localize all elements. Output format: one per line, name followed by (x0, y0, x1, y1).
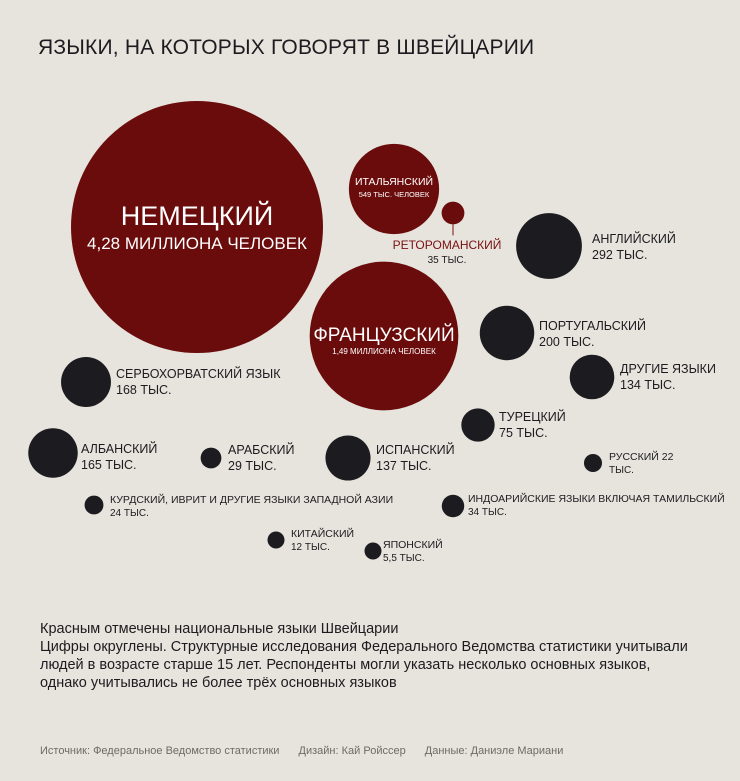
bubble-турецкий (461, 408, 494, 441)
bubble-label: АРАБСКИЙ (228, 443, 295, 457)
note-line: людей в возрасте старше 15 лет. Респонденты могли указать несколько основных языков, (40, 657, 651, 673)
bubble-испанский (325, 435, 370, 480)
bubble-value-label: 34 ТЫС. (468, 507, 507, 518)
bubble-label: ТУРЕЦКИЙ (499, 410, 566, 424)
bubble-албанский (28, 428, 77, 477)
bubble-другие-языки (570, 355, 615, 400)
bubble-value-label: 75 ТЫС. (499, 426, 548, 440)
bubble-label: НЕМЕЦКИЙ (120, 201, 274, 231)
bubble-русский-22 (584, 454, 602, 472)
design-credit: Дизайн: Кай Ройссер (298, 745, 406, 757)
bubble-label: ИТАЛЬЯНСКИЙ (354, 176, 434, 188)
bubble-value-label: 165 ТЫС. (81, 458, 137, 472)
bubble-японский (365, 543, 382, 560)
bubble-value-label: 137 ТЫС. (376, 459, 432, 473)
bubble-итальянский (349, 144, 439, 234)
bubble-value-label: 549 ТЫС. ЧЕЛОВЕК (358, 190, 430, 199)
bubble-value-label: 134 ТЫС. (620, 378, 676, 392)
bubble-label: ДРУГИЕ ЯЗЫКИ (620, 362, 716, 376)
bubble-label: ИНДОАРИЙСКИЕ ЯЗЫКИ ВКЛЮЧАЯ ТАМИЛЬСКИЙ (468, 493, 725, 505)
bubble-label: АЛБАНСКИЙ (81, 442, 158, 456)
bubble-label: ФРАНЦУЗСКИЙ (313, 325, 455, 346)
bubble-курдский-иврит-и-другие-языки-западной-азии (85, 496, 104, 515)
chart-title: ЯЗЫКИ, НА КОТОРЫХ ГОВОРЯТ В ШВЕЙЦАРИИ (38, 36, 535, 59)
bubble-value-label: 5,5 ТЫС. (383, 553, 425, 564)
bubble-label: КИТАЙСКИЙ (291, 528, 355, 540)
bubble-португальский (480, 306, 534, 360)
bubble-value-label: 35 ТЫС. (427, 255, 467, 266)
credits (40, 745, 579, 757)
notes (40, 620, 700, 692)
bubble-арабский (201, 448, 222, 469)
bubble-value-label: 29 ТЫС. (228, 459, 277, 473)
note-line: Цифры округлены. Структурные исследования Федерального Ведомства статистики учитывали (40, 639, 688, 655)
bubble-индоарийские-языки-включая-тамильский (442, 495, 464, 517)
bubble-value-label: 4,28 МИЛЛИОНА ЧЕЛОВЕК (87, 234, 307, 253)
bubble-value-label: 12 ТЫС. (291, 542, 330, 553)
bubble-label: ИСПАНСКИЙ (376, 443, 455, 457)
bubble-label: РУССКИЙ 22 (609, 451, 674, 463)
bubble-value-label: 1,49 МИЛЛИОНА ЧЕЛОВЕК (332, 347, 436, 356)
bubble-label: АНГЛИЙСКИЙ (592, 232, 676, 246)
bubble-ретороманский (442, 202, 465, 225)
bubble-value-label: ТЫС. (609, 465, 634, 476)
bubble-value-label: 24 ТЫС. (110, 508, 149, 519)
bubble-label: ПОРТУГАЛЬСКИЙ (539, 319, 647, 333)
bubble-label: ЯПОНСКИЙ (383, 539, 443, 551)
note-line: однако учитывались не более трёх основных языков (40, 675, 397, 691)
source-credit: Источник: Федеральное Ведомство статистики (40, 745, 280, 757)
bubble-value-label: 292 ТЫС. (592, 248, 648, 262)
data-credit: Данные: Даниэле Мариани (424, 745, 564, 757)
note-line: Красным отмечены национальные языки Швейцарии (40, 621, 399, 637)
bubble-value-label: 168 ТЫС. (116, 383, 172, 397)
bubble-value-label: 200 ТЫС. (539, 335, 595, 349)
bubble-китайский (268, 532, 285, 549)
bubble-label: СЕРБОХОРВАТСКИЙ ЯЗЫК (116, 367, 281, 381)
bubble-label: РЕТОРОМАНСКИЙ (392, 238, 502, 252)
bubble-label: КУРДСКИЙ, ИВРИТ И ДРУГИЕ ЯЗЫКИ ЗАПАДНОЙ АЗИИ (110, 494, 394, 506)
bubble-сербохорватский-язык (61, 357, 111, 407)
bubble-английский (516, 213, 582, 279)
